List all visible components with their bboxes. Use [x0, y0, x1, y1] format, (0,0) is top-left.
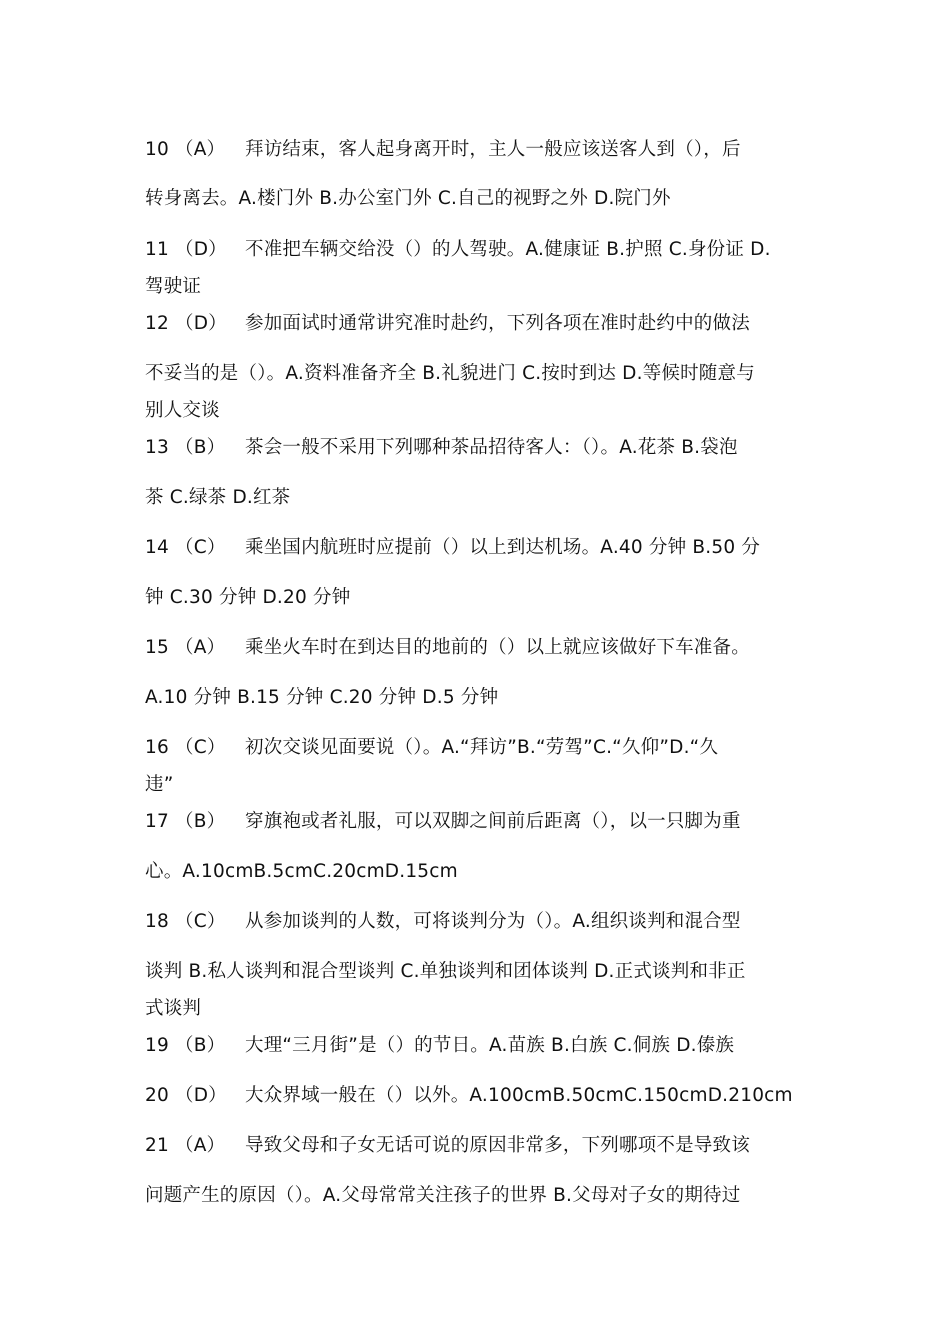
question-18-line-3: 式谈判 — [145, 998, 202, 1019]
question-number: 13 — [145, 437, 169, 458]
question-text: 茶会一般不采用下列哪种茶品招待客人：（）。A.花茶 B.袋泡 — [245, 437, 738, 458]
answer-key: （A） — [175, 139, 226, 160]
answer-key: （B） — [175, 1035, 226, 1056]
question-number: 14 — [145, 537, 169, 558]
question-number: 20 — [145, 1085, 169, 1106]
question-11-line-1 — [145, 238, 771, 262]
question-18-line-1 — [145, 910, 741, 934]
answer-key: （C） — [175, 537, 226, 558]
question-16-line-1 — [145, 736, 718, 760]
question-number: 21 — [145, 1135, 169, 1156]
question-text: 乘坐国内航班时应提前（）以上到达机场。A.40 分钟 B.50 分 — [245, 537, 761, 558]
question-number: 17 — [145, 811, 169, 832]
question-20-line-1 — [145, 1084, 793, 1108]
question-18-line-2: 谈判 B.私人谈判和混合型谈判 C.单独谈判和团体谈判 D.正式谈判和非正 — [145, 961, 746, 982]
question-text: 不准把车辆交给没（）的人驾驶。A.健康证 B.护照 C.身份证 D. — [245, 239, 771, 260]
question-12-line-3: 别人交谈 — [145, 400, 220, 421]
question-10-line-1 — [145, 138, 741, 162]
question-text: 参加面试时通常讲究准时赴约，下列各项在准时赴约中的做法 — [245, 313, 750, 334]
question-number: 16 — [145, 737, 169, 758]
question-17-line-2: 心。A.10cmB.5cmC.20cmD.15cm — [145, 861, 458, 882]
question-12-line-2: 不妥当的是（）。A.资料准备齐全 B.礼貌进门 C.按时到达 D.等候时随意与 — [145, 363, 755, 384]
question-14-line-2: 钟 C.30 分钟 D.20 分钟 — [145, 587, 351, 608]
answer-key: （A） — [175, 637, 226, 658]
question-number: 10 — [145, 139, 169, 160]
question-number: 18 — [145, 911, 169, 932]
question-text: 穿旗袍或者礼服，可以双脚之间前后距离（），以一只脚为重 — [245, 811, 741, 832]
answer-key: （C） — [175, 911, 226, 932]
question-17-line-1 — [145, 810, 741, 834]
question-text: 乘坐火车时在到达目的地前的（）以上就应该做好下车准备。 — [245, 637, 750, 658]
question-number: 19 — [145, 1035, 169, 1056]
question-text: 拜访结束，客人起身离开时，主人一般应该送客人到（），后 — [245, 139, 741, 160]
question-13-line-1 — [145, 436, 738, 460]
question-14-line-1 — [145, 536, 760, 560]
answer-key: （A） — [175, 1135, 226, 1156]
answer-key: （D） — [175, 239, 227, 260]
question-number: 15 — [145, 637, 169, 658]
question-number: 11 — [145, 239, 169, 260]
question-13-line-2: 茶 C.绿茶 D.红茶 — [145, 487, 291, 508]
question-19-line-1 — [145, 1034, 734, 1058]
answer-key: （D） — [175, 313, 227, 334]
question-number: 12 — [145, 313, 169, 334]
question-text: 大理“三月街”是（）的节日。A.苗族 B.白族 C.侗族 D.傣族 — [245, 1035, 735, 1056]
answer-key: （C） — [175, 737, 226, 758]
question-text: 初次交谈见面要说（）。A.“拜访”B.“劳驾”C.“久仰”D.“久 — [245, 737, 719, 758]
question-text: 导致父母和子女无话可说的原因非常多，下列哪项不是导致该 — [245, 1135, 750, 1156]
question-21-line-2: 问题产生的原因（）。A.父母常常关注孩子的世界 B.父母对子女的期待过 — [145, 1185, 741, 1206]
answer-key: （B） — [175, 811, 226, 832]
question-16-line-2: 违” — [145, 774, 174, 795]
question-11-line-2: 驾驶证 — [145, 276, 202, 297]
question-15-line-2: A.10 分钟 B.15 分钟 C.20 分钟 D.5 分钟 — [145, 687, 499, 708]
question-12-line-1 — [145, 312, 750, 336]
answer-key: （B） — [175, 437, 226, 458]
question-15-line-1 — [145, 636, 750, 660]
question-10-line-2: 转身离去。A.楼门外 B.办公室门外 C.自己的视野之外 D.院门外 — [145, 188, 671, 209]
question-text: 大众界域一般在（）以外。A.100cmB.50cmC.150cmD.210cm — [245, 1085, 793, 1106]
question-21-line-1 — [145, 1134, 750, 1158]
answer-key: （D） — [175, 1085, 227, 1106]
question-text: 从参加谈判的人数，可将谈判分为（）。A.组织谈判和混合型 — [245, 911, 741, 932]
